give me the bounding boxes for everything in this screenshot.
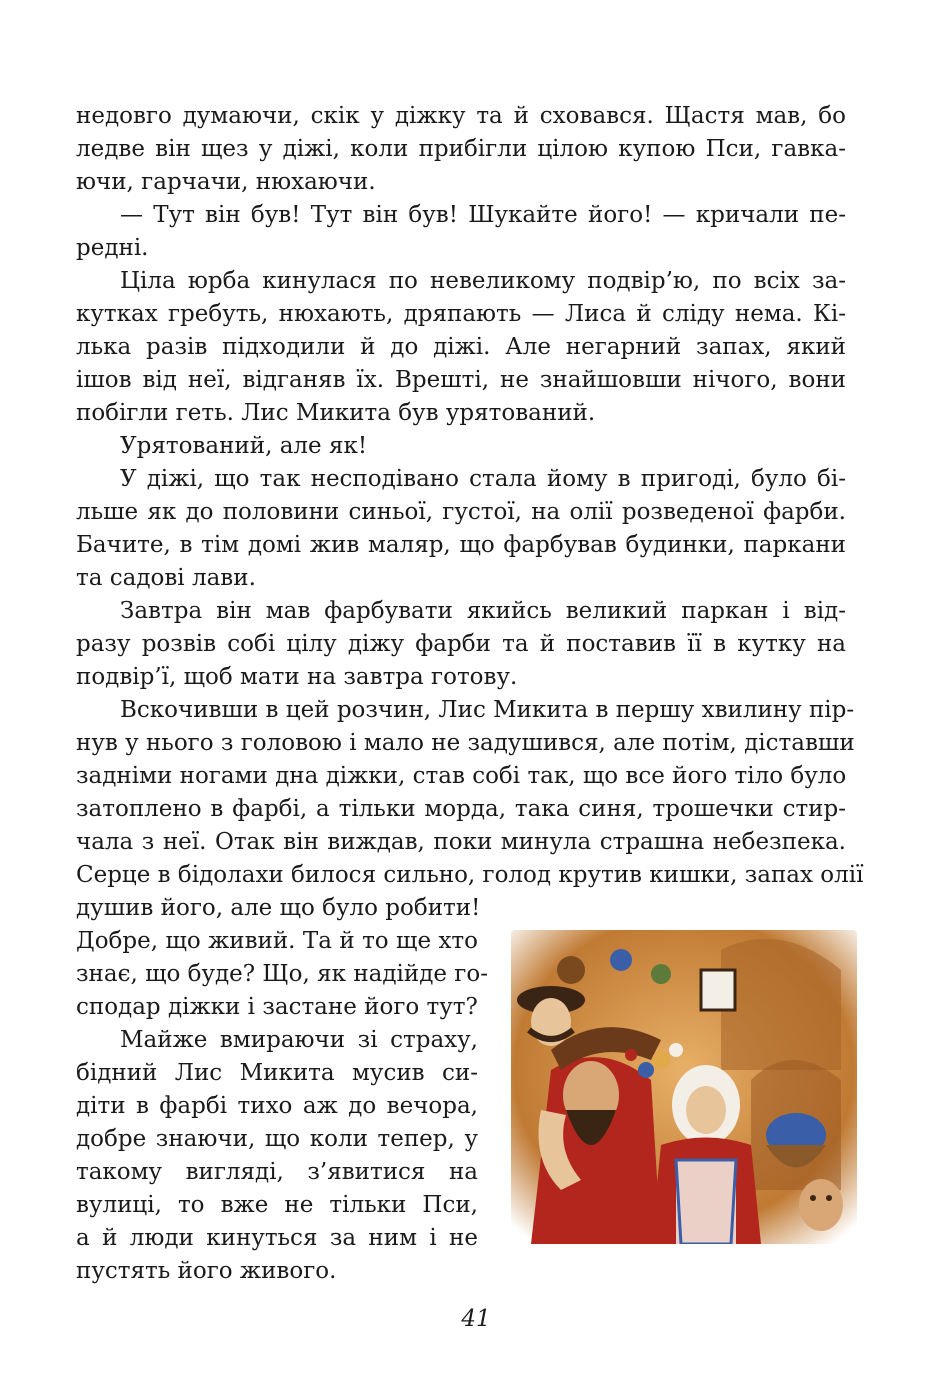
main-text-line: ледве він щез у діжі, коли прибігли цілою купою Пси, гавка- — [76, 136, 846, 162]
side-text-line: сподар діжки і застане його тут? — [76, 994, 478, 1020]
side-text-line: Майже вмираючи зі страху, — [120, 1027, 478, 1053]
dog-eye — [826, 1195, 832, 1201]
main-text-line: та садові лави. — [76, 565, 256, 591]
dog-shape — [799, 1179, 843, 1231]
main-text-line: — Тут він був! Тут він був! Шукайте його! — кричали пе- — [120, 202, 846, 228]
flower-shape — [638, 1062, 654, 1078]
pot-shape — [651, 964, 671, 984]
side-text-line: вулиці, то вже не тільки Пси, — [76, 1192, 478, 1218]
page-number: 41 — [461, 1306, 491, 1332]
main-text-line: Бачите, в тім домі жив маляр, що фарбував будинки, паркани — [76, 532, 846, 558]
face-shape — [686, 1086, 726, 1134]
main-text-line: Серце в бідолахи билося сильно, голод крутив кишки, запах олії — [76, 862, 864, 888]
main-text-line: Ціла юрба кинулася по невеликому подвір’ю, по всіх за- — [120, 268, 846, 294]
main-text-line: кутках гребуть, нюхають, дряпають — Лиса й сліду нема. Кі- — [76, 301, 846, 327]
arch-shape — [721, 939, 841, 1070]
side-text-line: Добре, що живий. Та й то ще хто — [76, 928, 478, 954]
main-text-block — [76, 100, 864, 892]
pot-shape — [557, 956, 585, 984]
main-text-line: чала з неї. Отак він виждав, поки минула страшна небезпека. — [76, 829, 846, 855]
main-text-line: побігли геть. Лис Микита був урятований. — [76, 400, 596, 426]
main-text-line: затоплено в фарбі, а тільки морда, така синя, трошечки стир- — [76, 796, 846, 822]
main-text-line: Завтра він мав фарбувати якийсь великий паркан і від- — [120, 598, 846, 624]
main-text-line: нув у нього з головою і мало не задушився, але потім, діставши — [76, 730, 855, 756]
side-text-block — [76, 892, 488, 1288]
flower-shape — [625, 1049, 637, 1061]
flower-shape — [652, 1051, 670, 1069]
main-text-line: редні. — [76, 235, 149, 261]
side-text-line: діти в фарбі тихо аж до вечора, — [76, 1093, 478, 1119]
main-text-line: У діжі, що так несподівано стала йому в пригоді, було бі- — [120, 466, 846, 492]
main-text-line: подвір’ї, щоб мати на завтра готову. — [76, 664, 518, 690]
side-text-line: душив його, але що було робити! — [76, 895, 481, 921]
side-text-line: пустять його живого. — [76, 1258, 337, 1284]
blouse-shape — [676, 1160, 736, 1244]
side-text-line: бідний Лис Микита мусив си- — [76, 1060, 478, 1086]
main-text-line: недовго думаючи, скік у діжку та й сховався. Щастя мав, бо — [76, 103, 846, 129]
framed-picture — [701, 970, 735, 1010]
flower-shape — [669, 1043, 683, 1057]
main-text-line: лька разів підходили й до діжі. Але негарний запах, який — [76, 334, 846, 360]
main-text-line: ішов від неї, відганяв їх. Врешті, не знайшовши нічого, вони — [76, 367, 846, 393]
story-illustration — [511, 930, 857, 1244]
side-text-line: добре знаючи, що коли тепер, у — [76, 1126, 478, 1152]
main-text-line: разу розвів собі цілу діжу фарби та й поставив її в кутку на — [76, 631, 846, 657]
dog-eye — [810, 1195, 816, 1201]
main-text-line: задніми ногами дна діжки, став собі так, що все його тіло було — [76, 763, 847, 789]
main-text-line: Вскочивши в цей розчин, Лис Микита в першу хвилину пір- — [120, 697, 855, 723]
side-text-line: а й люди кинуться за ним і не — [76, 1225, 478, 1251]
main-text-line: льше як до половини синьої, густої, на олії розведеної фарби. — [76, 499, 846, 525]
pot-shape — [610, 949, 632, 971]
main-text-line: Урятований, але як! — [120, 433, 368, 459]
main-text-line: ючи, гарчачи, нюхаючи. — [76, 169, 376, 195]
side-text-line: такому вигляді, з’явитися на — [76, 1159, 478, 1185]
side-text-line: знає, що буде? Що, як надійде го- — [76, 961, 488, 987]
illustration-art — [511, 930, 857, 1244]
